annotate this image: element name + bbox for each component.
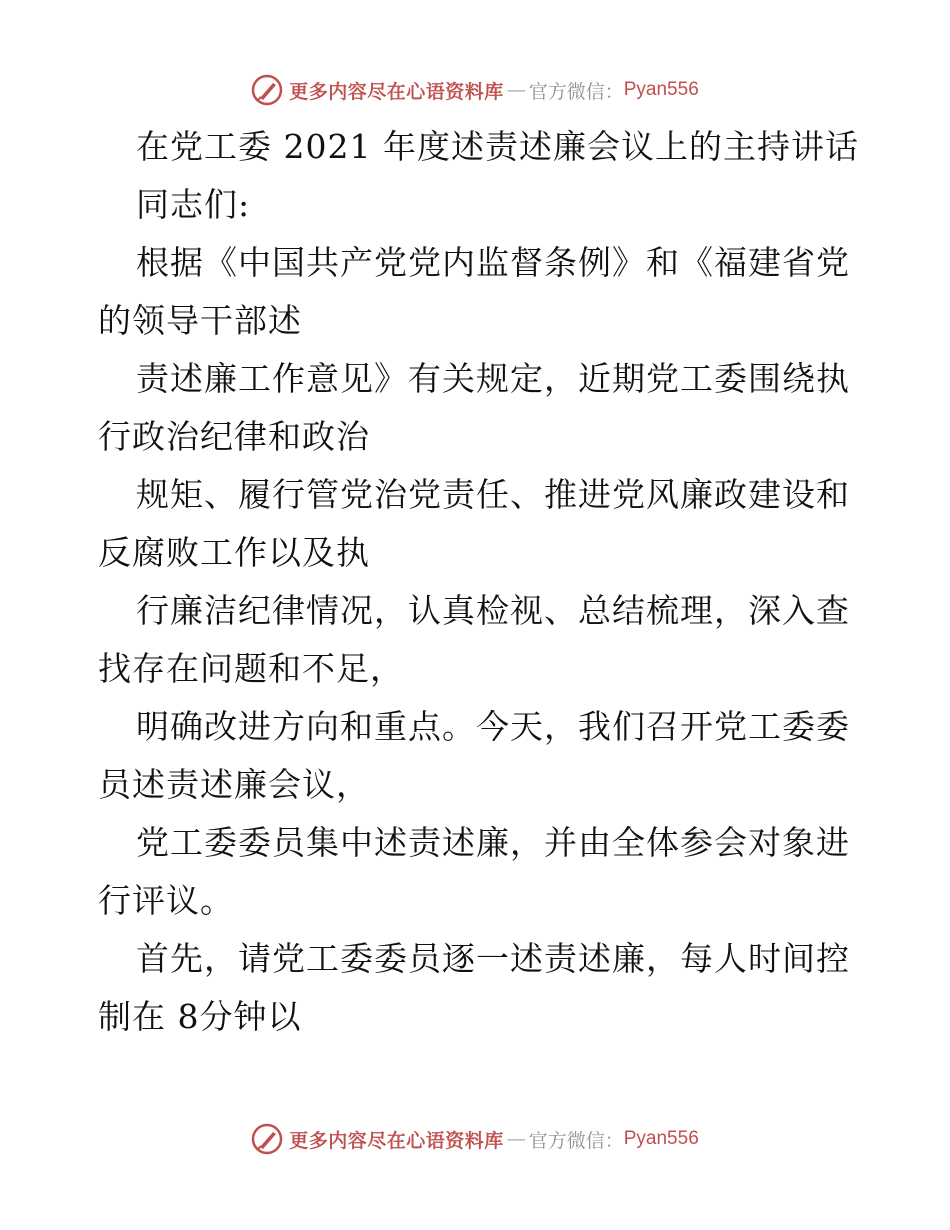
document-body — [98, 118, 858, 1046]
paragraph-5-line-2: 员述责述廉会议， — [98, 765, 370, 804]
paragraph-5-line-1: 明确改进方向和重点。今天，我们召开党工委委 — [136, 707, 850, 746]
paragraph-3-line-2: 反腐败工作以及执 — [98, 533, 370, 572]
footer-separator: — — [506, 1128, 526, 1150]
paragraph-6-line-2: 行评议。 — [98, 881, 234, 920]
paragraph-1-line-1: 根据《中国共产党党内监督条例》和《福建省党 — [136, 243, 850, 282]
footer-promo-text: 更多内容尽在心语资料库 — [289, 1129, 504, 1152]
paragraph-7-line-2: 制在 8分钟以 — [98, 997, 302, 1036]
paragraph-2-line-1: 责述廉工作意见》有关规定，近期党工委围绕执 — [136, 359, 850, 398]
quill-pen-logo-icon — [251, 1123, 283, 1155]
header-wechat-id: Pyan556 — [623, 79, 699, 100]
greeting: 同志们: — [136, 185, 251, 224]
header-separator: — — [506, 79, 526, 101]
paragraph-6-line-1: 党工委委员集中述责述廉，并由全体参会对象进 — [136, 823, 850, 862]
quill-pen-logo-icon — [251, 74, 283, 106]
paragraph-1-line-2: 的领导干部述 — [98, 301, 302, 340]
paragraph-4-line-2: 找存在问题和不足， — [98, 649, 404, 688]
paragraph-3-line-1: 规矩、履行管党治党责任、推进党风廉政建设和 — [136, 475, 850, 514]
footer-banner — [0, 1122, 950, 1156]
header-wechat-label: 官方微信： — [528, 80, 624, 103]
header-promo-text: 更多内容尽在心语资料库 — [289, 80, 504, 103]
paragraph-7-line-1: 首先，请党工委委员逐一述责述廉，每人时间控 — [136, 939, 850, 978]
document-title: 在党工委 2021 年度述责述廉会议上的主持讲话 — [136, 127, 859, 166]
footer-wechat-label: 官方微信： — [528, 1129, 624, 1152]
header-banner — [0, 73, 950, 107]
footer-wechat-id: Pyan556 — [623, 1128, 699, 1149]
paragraph-4-line-1: 行廉洁纪律情况，认真检视、总结梳理，深入查 — [136, 591, 850, 630]
paragraph-2-line-2: 行政治纪律和政治 — [98, 417, 370, 456]
